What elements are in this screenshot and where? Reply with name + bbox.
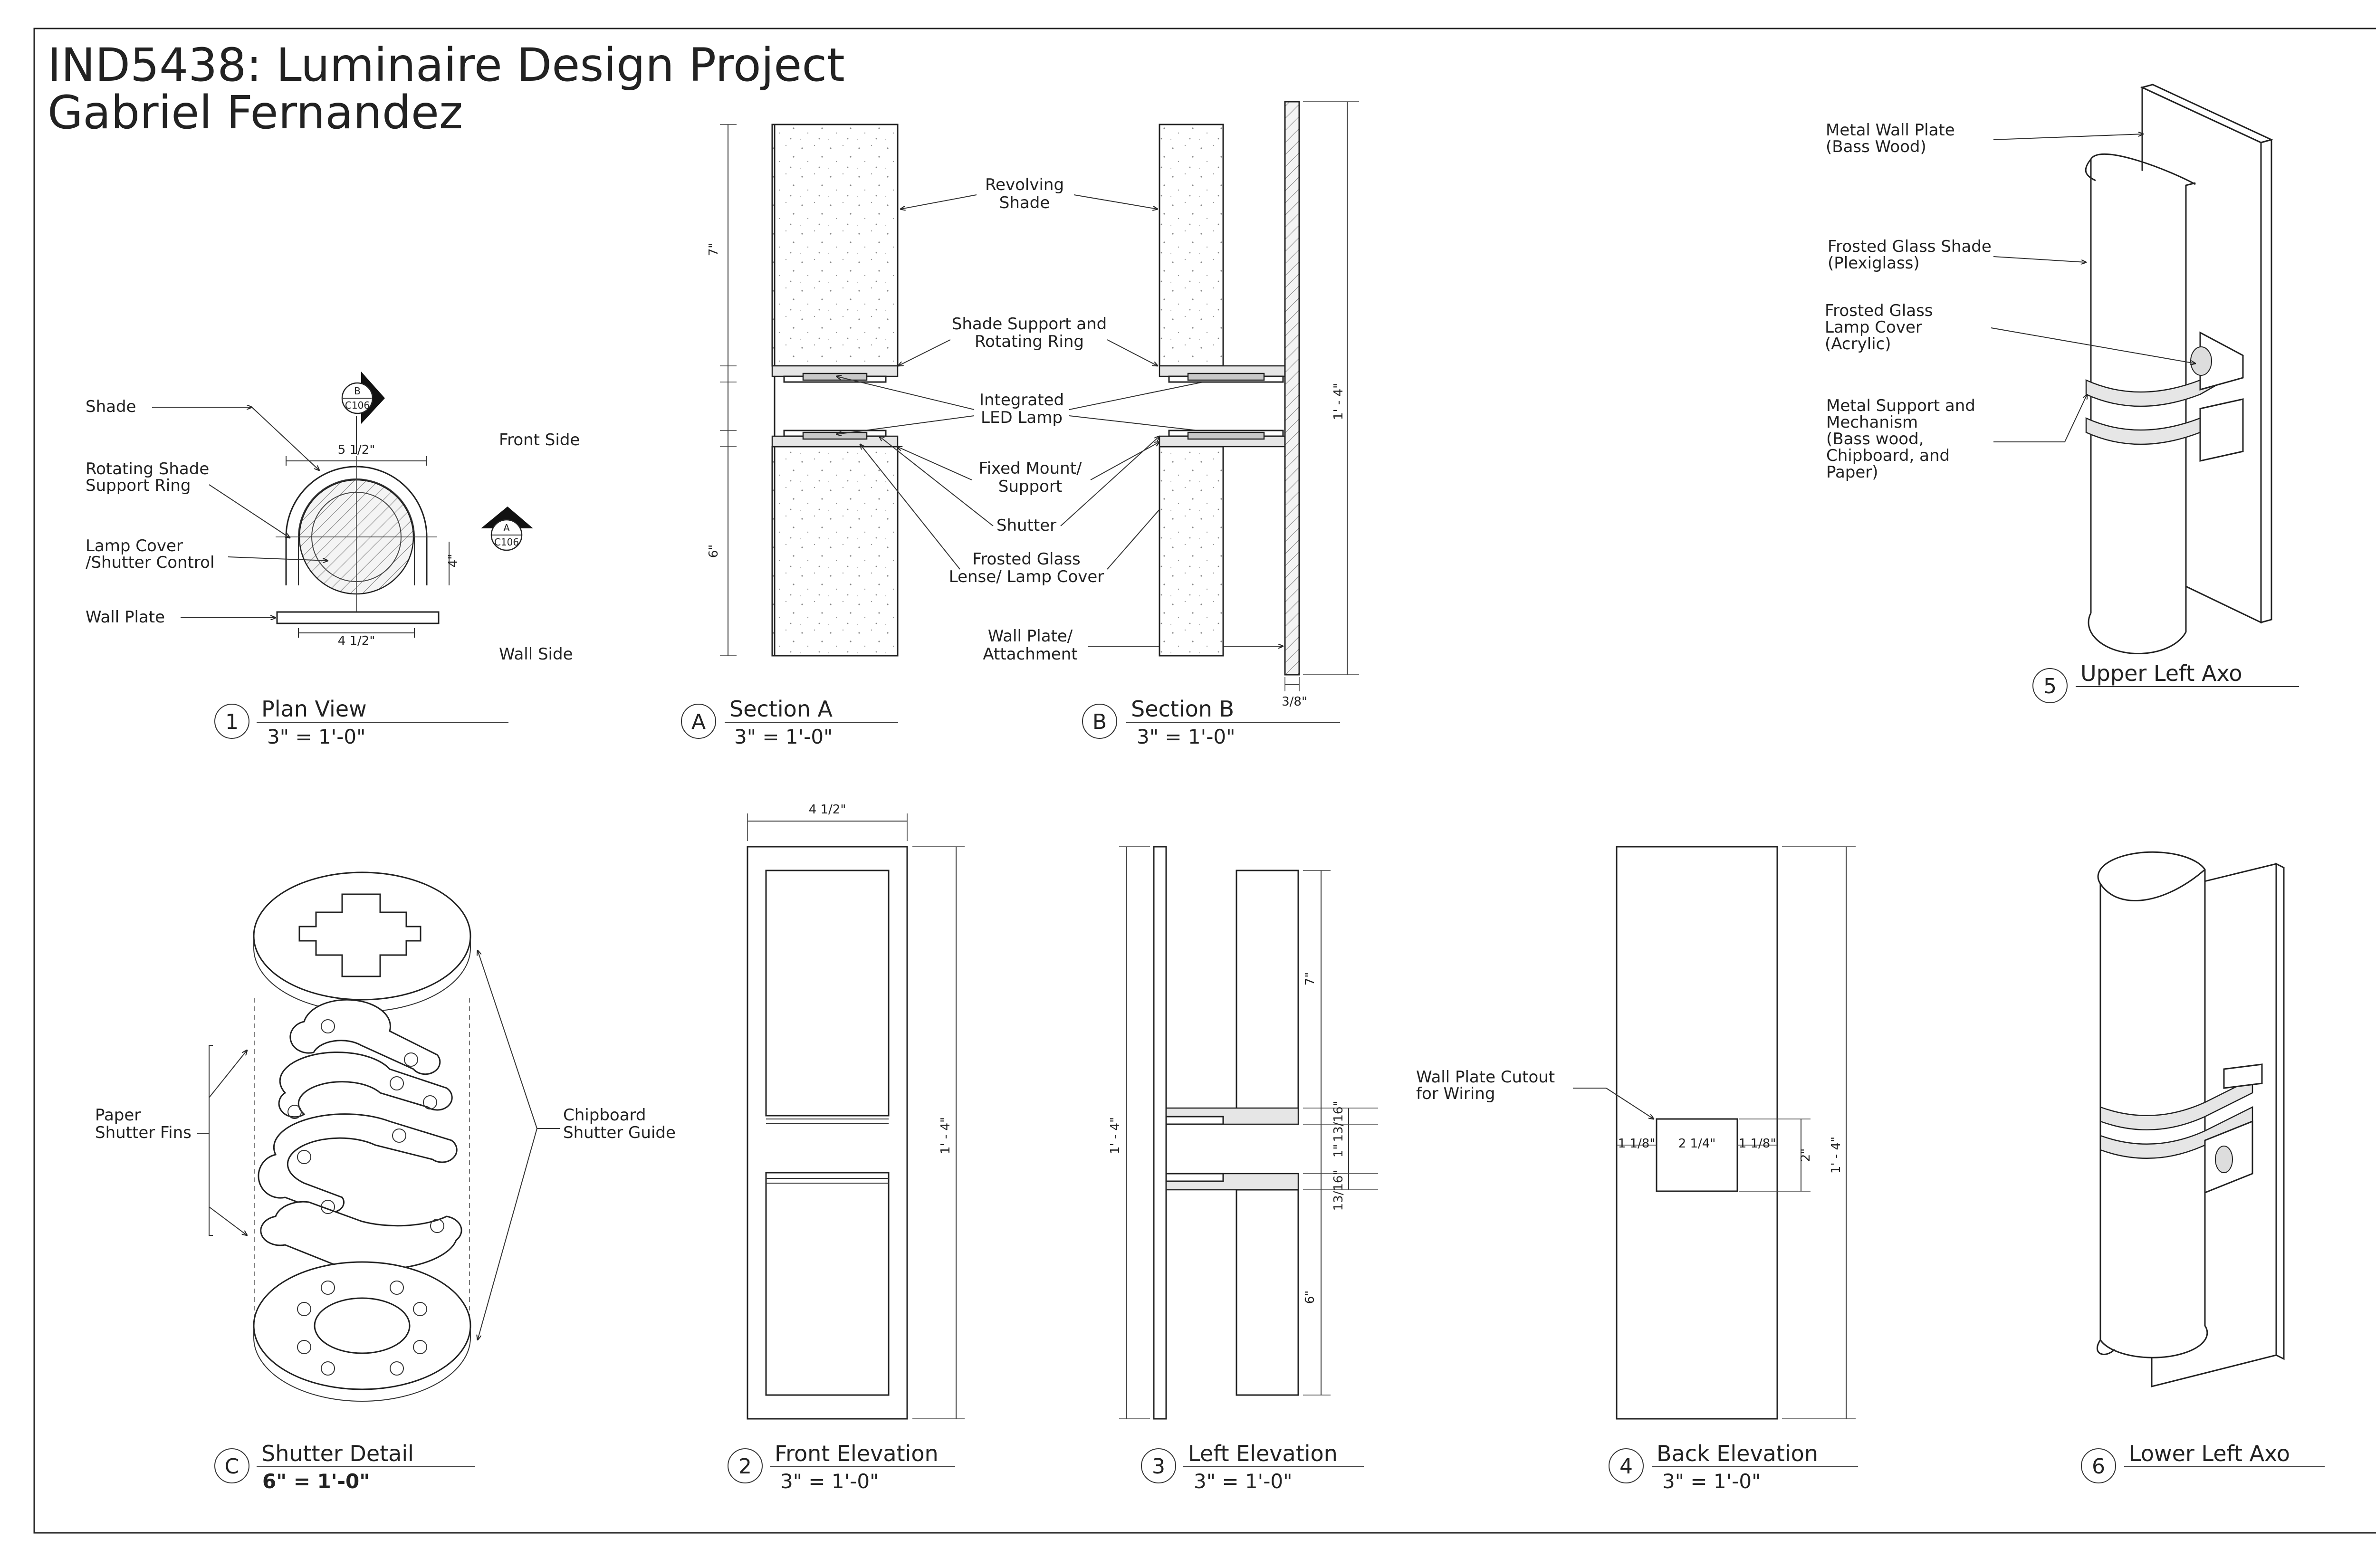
axo-label-shade-2: (Plexiglass) [1828,254,1920,273]
back-dim-118-right: 1 1/8" [1738,1137,1776,1151]
section-a [681,124,898,748]
callout-shutter: Shutter [996,516,1057,535]
axo-label-plate: Metal Wall Plate [1826,121,1955,140]
upper-axo-number: 5 [2043,674,2057,698]
back-dim-height: 1' - 4" [1829,1136,1843,1174]
shutter-detail [95,872,676,1493]
back-dim-214: 2 1/4" [1678,1137,1716,1151]
upper-left-axo [1825,85,2299,703]
plan-label-shade: Shade [86,397,136,416]
svg-text:C106: C106 [494,536,519,548]
svg-text:B: B [354,385,361,397]
section-a-number: A [691,710,706,734]
svg-text:C106: C106 [345,400,370,411]
callout-attachment-2: Attachment [983,645,1078,664]
callout-revolving-2: Shade [999,193,1050,212]
callout-support: Shade Support and [951,315,1107,334]
plan-dim-bottom: 4 1/2" [337,634,375,648]
callout-led-2: LED Lamp [981,408,1063,427]
plan-label-wall-plate: Wall Plate [86,608,165,627]
back-number: 4 [1619,1454,1633,1479]
section-a-title: Section A [729,696,833,722]
lower-axo-title: Lower Left Axo [2129,1441,2290,1466]
front-title: Front Elevation [775,1441,939,1466]
callout-attachment: Wall Plate/ [987,627,1073,646]
left-title: Left Elevation [1188,1441,1338,1466]
plan-view-number: 1 [225,710,239,734]
left-dim-height: 1' - 4" [1108,1117,1122,1155]
plan-view-scale: 3" = 1'-0" [267,725,366,748]
left-dim-1316-top: 13/16" [1332,1100,1346,1142]
axo-label-mech-4: Chipboard, and [1826,446,1950,465]
left-dim-6: 6" [1303,1290,1317,1304]
axo-label-cover-3: (Acrylic) [1825,335,1891,354]
shutter-title: Shutter Detail [261,1441,414,1466]
back-dim-118-left: 1 1/8" [1618,1137,1656,1151]
axo-label-mech-2: Mechanism [1826,413,1918,432]
lower-left-axo [2081,852,2325,1483]
callout-glass: Frosted Glass [972,550,1081,569]
section-b [1083,102,1359,748]
axo-label-mech: Metal Support and [1826,396,1975,415]
left-scale: 3" = 1'-0" [1194,1470,1293,1493]
callout-mount-2: Support [998,477,1063,496]
upper-axo-title: Upper Left Axo [2080,660,2242,686]
plan-label-ring-2: Support Ring [86,476,191,495]
axo-label-shade: Frosted Glass Shade [1828,237,1992,256]
callout-mount: Fixed Mount/ [978,459,1082,478]
plan-view [86,372,580,748]
section-b-dim-total: 1' - 4" [1332,382,1346,421]
front-elevation [728,803,965,1493]
shutter-number: C [224,1454,240,1479]
front-scale: 3" = 1'-0" [780,1470,879,1493]
plan-label-front-side: Front Side [499,430,580,449]
designer-name: Gabriel Fernandez [48,86,463,139]
left-dim-7: 7" [1303,972,1317,986]
section-b-number: B [1092,710,1107,734]
front-dim-height: 1' - 4" [939,1117,953,1155]
plan-dim-top: 5 1/2" [337,443,375,457]
callout-revolving: Revolving [985,175,1064,194]
left-elevation [1108,847,1378,1493]
svg-text:A: A [503,522,510,534]
back-elevation [1416,847,1858,1493]
plan-label-ring: Rotating Shade [86,459,210,478]
back-label-cutout-2: for Wiring [1416,1084,1495,1103]
axo-label-cover: Frosted Glass [1825,301,1933,320]
plan-label-cover: Lamp Cover [86,536,183,555]
front-dim-width: 4 1/2" [808,803,846,817]
axo-label-mech-5: Paper) [1826,463,1878,482]
plan-label-cover-2: /Shutter Control [86,553,215,572]
shutter-label-fins-2: Shutter Fins [95,1123,192,1142]
section-a-dim-6: 6" [707,544,721,558]
shutter-label-guide-2: Shutter Guide [563,1123,676,1142]
shutter-scale: 6" = 1'-0" [262,1470,370,1493]
left-dim-1: 1" [1332,1144,1346,1158]
callout-support-2: Rotating Ring [975,332,1084,351]
shutter-label-fins: Paper [95,1106,141,1125]
left-number: 3 [1152,1454,1165,1479]
axo-label-plate-2: (Bass Wood) [1826,137,1926,156]
sheet-title: IND5438: Luminaire Design Project [48,38,845,92]
plan-view-title: Plan View [261,696,367,722]
shutter-label-guide: Chipboard [563,1106,646,1125]
lower-axo-number: 6 [2092,1454,2105,1479]
front-number: 2 [738,1454,752,1479]
section-marker-a [481,507,533,550]
axo-label-mech-3: (Bass wood, [1826,430,1924,449]
back-scale: 3" = 1'-0" [1662,1470,1761,1493]
section-b-dim-38: 3/8" [1282,695,1307,709]
left-dim-1316-bottom: 13/16" [1332,1169,1346,1211]
back-dim-2: 2" [1799,1148,1813,1162]
section-a-scale: 3" = 1'-0" [734,725,833,748]
axo-label-cover-2: Lamp Cover [1825,318,1922,337]
back-title: Back Elevation [1657,1441,1818,1466]
plan-dim-right: 4" [446,554,460,568]
section-b-title: Section B [1131,696,1235,722]
back-label-cutout: Wall Plate Cutout [1416,1068,1555,1087]
section-a-dim-7: 7" [707,242,721,257]
plan-label-wall-side: Wall Side [499,645,573,664]
callout-led: Integrated [979,391,1064,410]
section-marker-b [342,372,385,454]
section-b-scale: 3" = 1'-0" [1137,725,1236,748]
callout-glass-2: Lense/ Lamp Cover [948,567,1104,586]
